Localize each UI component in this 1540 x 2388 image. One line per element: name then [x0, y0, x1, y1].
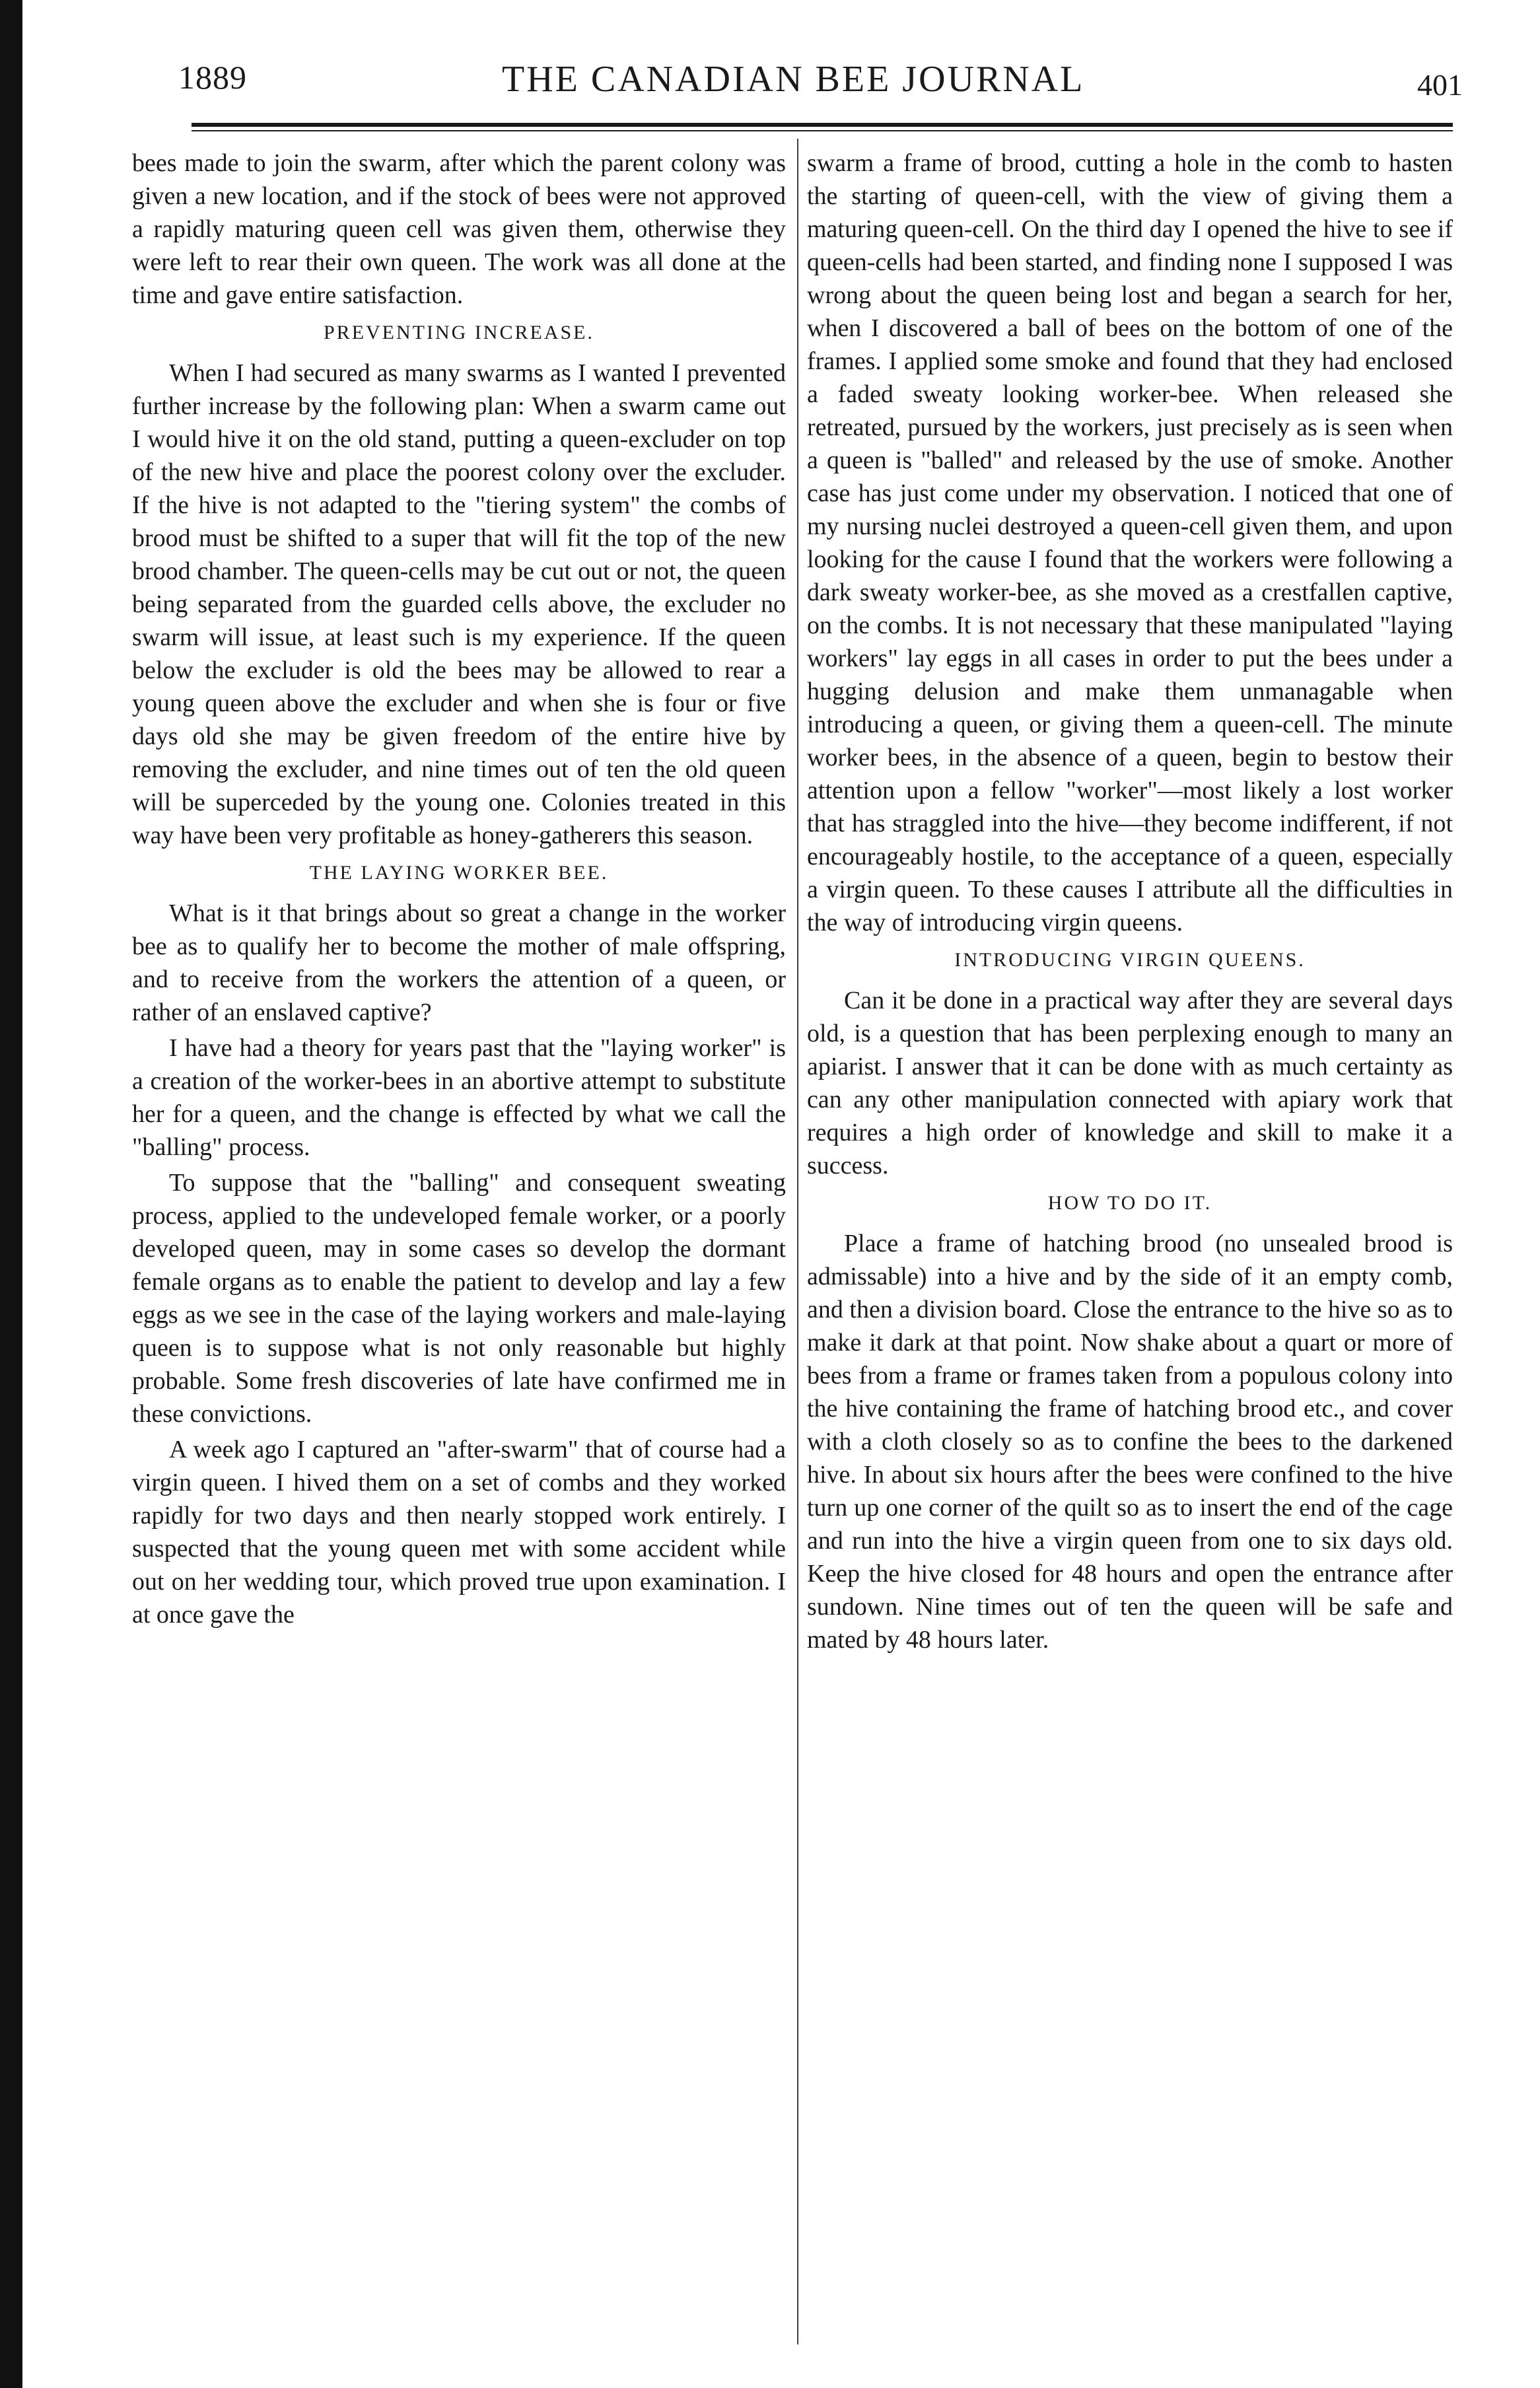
section-heading-laying-worker: THE LAYING WORKER BEE. — [309, 862, 609, 884]
header-rule — [192, 123, 1453, 127]
paragraph: A week ago I captured an "after-swarm" that of course had a virgin queen. I hived them on a set of combs and they worked rapidly for two days and then nearly stopped work entirely. I suspected that the young queen met with some accident while out on her wedding tour, which proved true upon examination. I at once gave the — [132, 1436, 786, 1629]
column-divider — [797, 139, 798, 2344]
paragraph: To suppose that the "balling" and consequent sweating process, applied to the undeveloped female worker, or a poorly developed queen, may in some cases so develop the dormant female organs as to enable the patient to develop and lay a few eggs as we see in the case of the laying workers and male-laying queen is to suppose what is not only reasonable but highly probable. Some fresh discoveries of late have confirmed me in these convictions. — [132, 1169, 786, 1428]
paragraph: When I had secured as many swarms as I wanted I prevented further increase by the following plan: When a swarm came out I would hive it on the old stand, putting a queen-excluder on top of the new hive and place the poorest colony over the excluder. If the hive is not adapted to the "tiering system" the combs of brood must be shifted to a super that will fit the top of the new brood chamber. The queen-cells may be cut out or not, the queen being separated from the guarded cells above, the excluder no swarm will issue, at least such is my experience. If the queen below the excluder is old the bees may be allowed to rear a young queen above the excluder and when she is four or five days old she may be given freedom of the entire hive by removing the excluder, and nine times out of ten the old queen will be superceded by the young one. Colonies treated in this way have been very profitable as honey-gatherers this season. — [132, 359, 786, 849]
header-rule-thin — [192, 130, 1453, 131]
paragraph: bees made to join the swarm, after which the parent colony was given a new location, and if the stock of bees were not approved a rapidly maturing queen cell was given them, otherwise they were left to rear their own queen. The work was all done at the time and gave entire satisfaction. — [132, 149, 786, 309]
paragraph: Place a frame of hatching brood (no unsealed brood is admissable) into a hive and by the side of it an empty comb, and then a division board. Close the entrance to the hive so as to make it dark at that point. Now shake about a quart or more of bees from a frame or frames taken from a populous colony into the hive containing the frame of hatching brood etc., and cover with a cloth closely so as to confine the bees to the darkened hive. In about six hours after the bees were confined to the hive turn up one corner of the quilt so as to insert the end of the cage and run into the hive a virgin queen from one to six days old. Keep the hive closed for 48 hours and open the entrance after sundown. Nine times out of ten the queen will be safe and mated by 48 hours later. — [807, 1230, 1453, 1654]
paragraph: Can it be done in a practical way after they are several days old, is a question that has been perplexing enough to many an apiarist. I answer that it can be done with as much certainty as can any other manipulation connected with apiary work that requires a high order of knowledge and skill to make it a success. — [807, 987, 1453, 1179]
header-year: 1889 — [178, 59, 247, 96]
page-binding-edge — [0, 0, 22, 2388]
section-heading-how-to-do-it: HOW TO DO IT. — [1047, 1192, 1212, 1214]
right-column — [807, 147, 1453, 1659]
paragraph: swarm a frame of brood, cutting a hole in the comb to hasten the starting of queen-cell, with the view of giving them a maturing queen-cell. On the third day I opened the hive to see if queen-cells had been started, and finding none I supposed I was wrong about the queen being lost and began a search for her, when I discovered a ball of bees on the bottom of one of the frames. I applied some smoke and found that they had enclosed a faded sweaty looking worker-bee. When released she retreated, pursued by the workers, just precisely as is seen when a queen is "balled" and released by the use of smoke. Another case has just come under my observation. I noticed that one of my nursing nuclei destroyed a queen-cell given them, and upon looking for the cause I found that the workers were following a dark sweaty worker-bee, as she moved as a crestfallen captive, on the combs. It is not necessary that these manipulated "laying workers" lay eggs in all cases in order to put the bees under a hugging delusion and make them unmanagable when introducing a queen, or giving them a queen-cell. The minute worker bees, in the absence of a queen, begin to bestow their attention upon a fellow "worker"—most likely a lost worker that has straggled into the hive—they become indifferent, if not encourageably hostile, to the acceptance of a queen, especially a virgin queen. To these causes I attribute all the difficulties in the way of introducing virgin queens. — [807, 149, 1453, 936]
left-column — [132, 147, 786, 1634]
page-header — [178, 58, 1463, 111]
section-heading-introducing-virgin-queens: INTRODUCING VIRGIN QUEENS. — [954, 949, 1306, 971]
journal-title: THE CANADIAN BEE JOURNAL — [502, 59, 1085, 100]
paragraph: What is it that brings about so great a change in the worker bee as to qualify her to become the mother of male offspring, and to receive from the workers the attention of a queen, or rather of an enslaved captive? — [132, 899, 786, 1026]
page-number: 401 — [1417, 68, 1463, 102]
section-heading-preventing-increase: PREVENTING INCREASE. — [324, 322, 594, 343]
paragraph: I have had a theory for years past that the "laying worker" is a creation of the worker-bees in an abortive attempt to substitute her for a queen, and the change is effected by what we call the "balling" process. — [132, 1034, 786, 1161]
